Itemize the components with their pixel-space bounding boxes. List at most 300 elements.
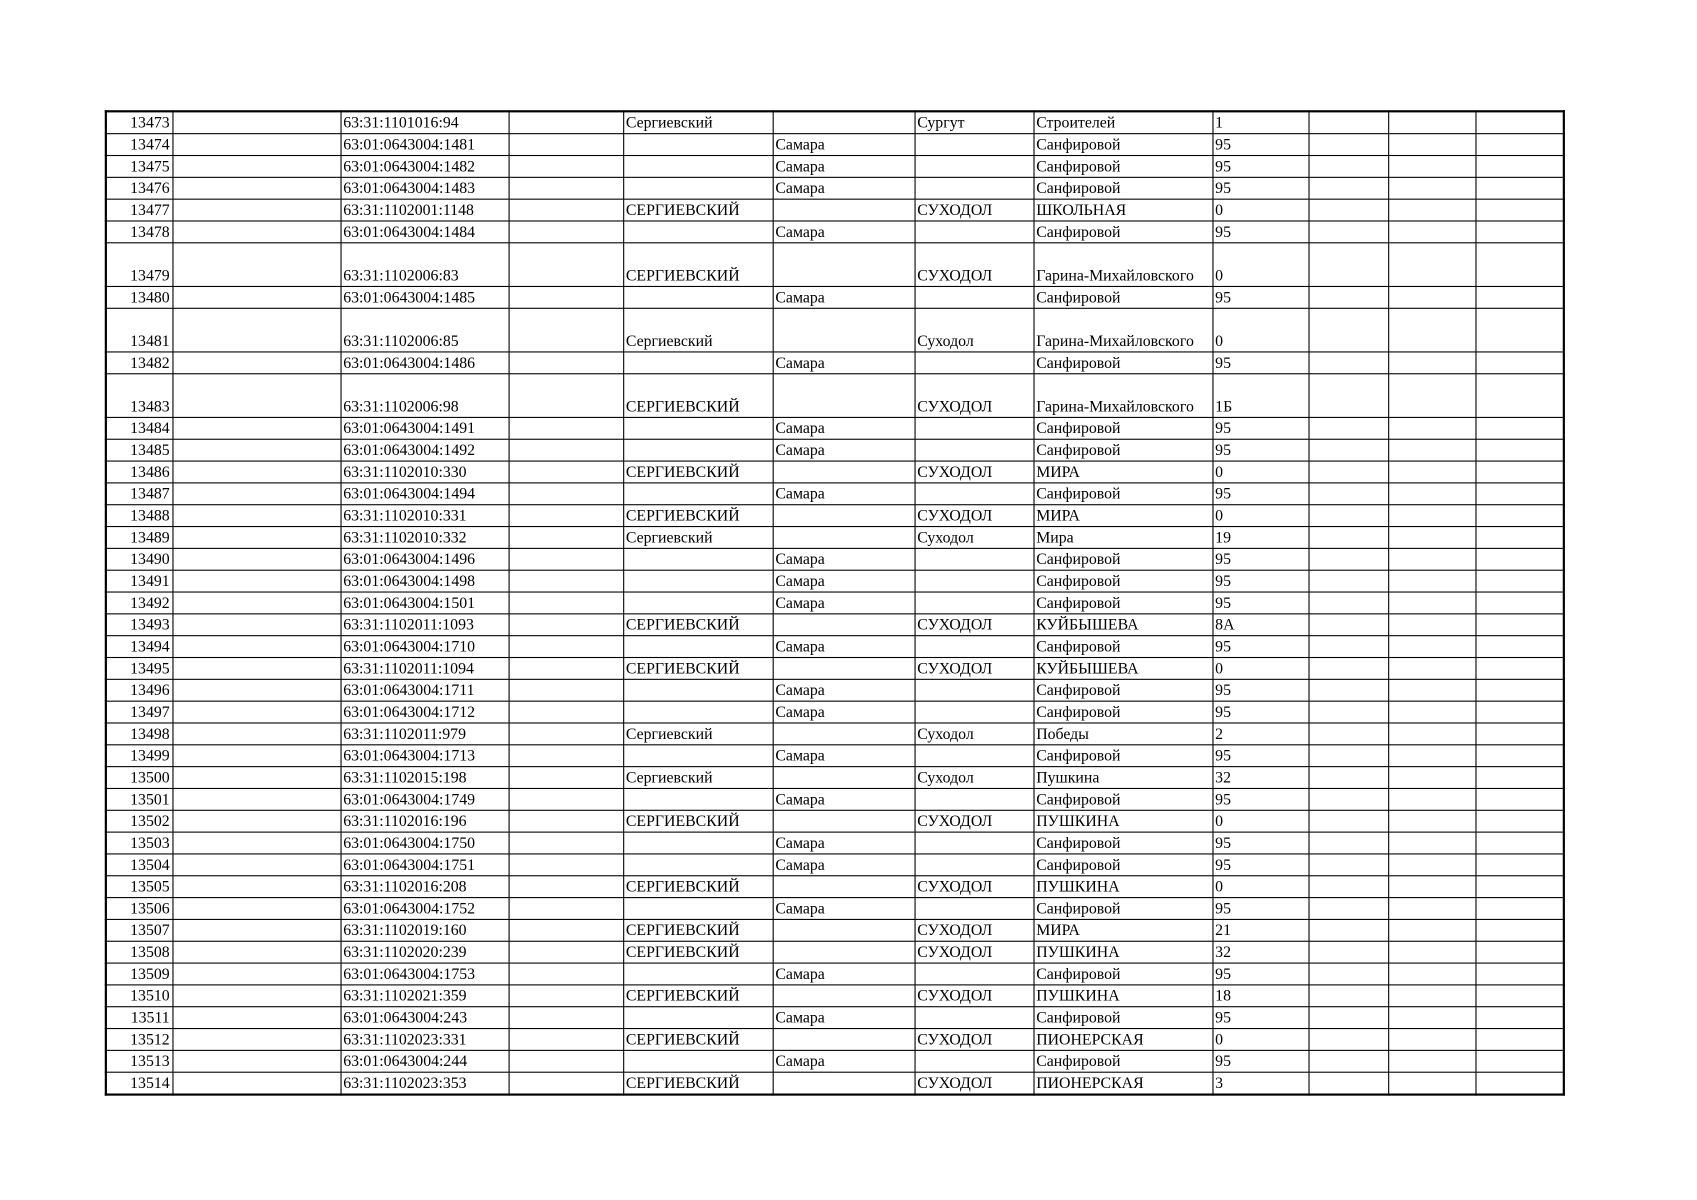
street-cell: Санфировой [1033, 832, 1212, 854]
empty-cell [1388, 134, 1475, 156]
house-number-cell: 0 [1212, 876, 1308, 898]
district-cell: СЕРГИЕВСКИЙ [623, 505, 773, 527]
empty-cell [509, 636, 624, 658]
table-row [106, 876, 1564, 898]
empty-cell [1475, 614, 1563, 636]
cadastral-number-cell: 63:01:0643004:1496 [340, 548, 508, 570]
empty-cell [1388, 788, 1475, 810]
empty-cell [1388, 745, 1475, 767]
district-cell [623, 679, 773, 701]
house-number-cell: 95 [1212, 156, 1308, 178]
cadastral-number-cell: 63:01:0643004:1484 [340, 221, 508, 243]
empty-cell [172, 658, 340, 680]
empty-cell [1388, 723, 1475, 745]
cadastral-number-cell: 63:31:1102006:83 [340, 243, 508, 287]
empty-cell [1308, 832, 1388, 854]
table-row [106, 417, 1564, 439]
empty-cell [172, 963, 340, 985]
district-cell: СЕРГИЕВСКИЙ [623, 461, 773, 483]
empty-cell [1475, 221, 1563, 243]
city-cell [773, 308, 915, 352]
row-number-cell: 13502 [106, 810, 173, 832]
empty-cell [1308, 919, 1388, 941]
empty-cell [1388, 439, 1475, 461]
district-cell [623, 570, 773, 592]
house-number-cell: 0 [1212, 658, 1308, 680]
empty-cell [172, 745, 340, 767]
empty-cell [1388, 221, 1475, 243]
settlement-cell [915, 788, 1034, 810]
empty-cell [1388, 243, 1475, 287]
empty-cell [1388, 614, 1475, 636]
empty-cell [509, 286, 624, 308]
district-cell: Сергиевский [623, 111, 773, 133]
empty-cell [1308, 156, 1388, 178]
table-row [106, 352, 1564, 374]
house-number-cell: 95 [1212, 679, 1308, 701]
city-cell: Самара [773, 745, 915, 767]
empty-cell [172, 614, 340, 636]
empty-cell [509, 308, 624, 352]
table-row [106, 548, 1564, 570]
street-cell: Санфировой [1033, 963, 1212, 985]
house-number-cell: 95 [1212, 417, 1308, 439]
district-cell [623, 1007, 773, 1029]
settlement-cell: Суходол [915, 723, 1034, 745]
empty-cell [1388, 876, 1475, 898]
city-cell: Самара [773, 679, 915, 701]
empty-cell [1308, 1029, 1388, 1051]
empty-cell [509, 898, 624, 920]
cadastral-number-cell: 63:01:0643004:1491 [340, 417, 508, 439]
row-number-cell: 13487 [106, 483, 173, 505]
settlement-cell [915, 352, 1034, 374]
empty-cell [1475, 679, 1563, 701]
district-cell [623, 745, 773, 767]
empty-cell [1308, 1050, 1388, 1072]
table-row [106, 1050, 1564, 1072]
empty-cell [1475, 701, 1563, 723]
row-number-cell: 13490 [106, 548, 173, 570]
empty-cell [1388, 919, 1475, 941]
settlement-cell: СУХОДОЛ [915, 941, 1034, 963]
city-cell: Самара [773, 352, 915, 374]
cadastral-number-cell: 63:31:1102023:353 [340, 1072, 508, 1094]
house-number-cell: 95 [1212, 286, 1308, 308]
district-cell: СЕРГИЕВСКИЙ [623, 919, 773, 941]
empty-cell [509, 439, 624, 461]
street-cell: Санфировой [1033, 1007, 1212, 1029]
city-cell: Самара [773, 134, 915, 156]
settlement-cell [915, 417, 1034, 439]
street-cell: ШКОЛЬНАЯ [1033, 199, 1212, 221]
street-cell: ПИОНЕРСКАЯ [1033, 1072, 1212, 1094]
city-cell [773, 614, 915, 636]
empty-cell [172, 243, 340, 287]
settlement-cell: Суходол [915, 527, 1034, 549]
empty-cell [172, 941, 340, 963]
row-number-cell: 13485 [106, 439, 173, 461]
settlement-cell [915, 679, 1034, 701]
empty-cell [1388, 898, 1475, 920]
table-row [106, 308, 1564, 352]
table-row [106, 527, 1564, 549]
empty-cell [1308, 221, 1388, 243]
street-cell: Санфировой [1033, 439, 1212, 461]
empty-cell [1475, 286, 1563, 308]
settlement-cell: СУХОДОЛ [915, 876, 1034, 898]
settlement-cell [915, 286, 1034, 308]
cadastral-number-cell: 63:31:1102015:198 [340, 767, 508, 789]
empty-cell [1308, 243, 1388, 287]
house-number-cell: 21 [1212, 919, 1308, 941]
empty-cell [1475, 723, 1563, 745]
empty-cell [1475, 832, 1563, 854]
district-cell [623, 898, 773, 920]
district-cell [623, 417, 773, 439]
empty-cell [509, 134, 624, 156]
table-row [106, 963, 1564, 985]
district-cell [623, 548, 773, 570]
empty-cell [1308, 548, 1388, 570]
empty-cell [1308, 963, 1388, 985]
house-number-cell: 95 [1212, 221, 1308, 243]
empty-cell [509, 374, 624, 418]
cadastral-number-cell: 63:01:0643004:1750 [340, 832, 508, 854]
street-cell: Санфировой [1033, 898, 1212, 920]
empty-cell [1388, 1007, 1475, 1029]
table-row [106, 854, 1564, 876]
house-number-cell: 95 [1212, 1050, 1308, 1072]
row-number-cell: 13500 [106, 767, 173, 789]
row-number-cell: 13491 [106, 570, 173, 592]
cadastral-number-cell: 63:01:0643004:1753 [340, 963, 508, 985]
table-row [106, 199, 1564, 221]
district-cell: СЕРГИЕВСКИЙ [623, 199, 773, 221]
settlement-cell: СУХОДОЛ [915, 919, 1034, 941]
cadastral-number-cell: 63:31:1102019:160 [340, 919, 508, 941]
empty-cell [172, 374, 340, 418]
street-cell: ПУШКИНА [1033, 810, 1212, 832]
empty-cell [509, 1072, 624, 1094]
street-cell: Санфировой [1033, 570, 1212, 592]
empty-cell [172, 919, 340, 941]
row-number-cell: 13488 [106, 505, 173, 527]
empty-cell [172, 701, 340, 723]
city-cell: Самара [773, 832, 915, 854]
row-number-cell: 13478 [106, 221, 173, 243]
cadastral-number-cell: 63:31:1102016:208 [340, 876, 508, 898]
table-row [106, 767, 1564, 789]
city-cell [773, 723, 915, 745]
house-number-cell: 19 [1212, 527, 1308, 549]
district-cell [623, 221, 773, 243]
street-cell: МИРА [1033, 505, 1212, 527]
empty-cell [172, 679, 340, 701]
city-cell: Самара [773, 854, 915, 876]
street-cell: Гарина-Михайловского [1033, 374, 1212, 418]
settlement-cell: СУХОДОЛ [915, 1072, 1034, 1094]
city-cell: Самара [773, 417, 915, 439]
empty-cell [1388, 548, 1475, 570]
cadastral-number-cell: 63:01:0643004:1713 [340, 745, 508, 767]
table-row [106, 483, 1564, 505]
house-number-cell: 1Б [1212, 374, 1308, 418]
empty-cell [1388, 767, 1475, 789]
table-row [106, 374, 1564, 418]
empty-cell [509, 658, 624, 680]
settlement-cell [915, 439, 1034, 461]
empty-cell [1308, 352, 1388, 374]
empty-cell [172, 854, 340, 876]
street-cell: Гарина-Михайловского [1033, 308, 1212, 352]
empty-cell [1475, 243, 1563, 287]
row-number-cell: 13492 [106, 592, 173, 614]
table-row [106, 570, 1564, 592]
settlement-cell: СУХОДОЛ [915, 1029, 1034, 1051]
empty-cell [1308, 658, 1388, 680]
empty-cell [172, 985, 340, 1007]
street-cell: Победы [1033, 723, 1212, 745]
city-cell: Самара [773, 592, 915, 614]
house-number-cell: 32 [1212, 767, 1308, 789]
empty-cell [1475, 985, 1563, 1007]
empty-cell [1388, 199, 1475, 221]
street-cell: Санфировой [1033, 221, 1212, 243]
cadastral-number-cell: 63:31:1102023:331 [340, 1029, 508, 1051]
settlement-cell [915, 745, 1034, 767]
street-cell: КУЙБЫШЕВА [1033, 658, 1212, 680]
table-row [106, 701, 1564, 723]
cadastral-number-cell: 63:01:0643004:1492 [340, 439, 508, 461]
empty-cell [1308, 417, 1388, 439]
empty-cell [509, 745, 624, 767]
empty-cell [1308, 592, 1388, 614]
city-cell [773, 111, 915, 133]
empty-cell [172, 177, 340, 199]
street-cell: Санфировой [1033, 548, 1212, 570]
empty-cell [1388, 810, 1475, 832]
empty-cell [172, 1029, 340, 1051]
street-cell: ПУШКИНА [1033, 985, 1212, 1007]
row-number-cell: 13473 [106, 111, 173, 133]
empty-cell [1308, 723, 1388, 745]
row-number-cell: 13480 [106, 286, 173, 308]
empty-cell [1308, 308, 1388, 352]
cadastral-number-cell: 63:01:0643004:1712 [340, 701, 508, 723]
district-cell: Сергиевский [623, 723, 773, 745]
empty-cell [1308, 876, 1388, 898]
empty-cell [1388, 286, 1475, 308]
empty-cell [172, 548, 340, 570]
empty-cell [1475, 527, 1563, 549]
empty-cell [509, 963, 624, 985]
empty-cell [1308, 505, 1388, 527]
street-cell: Санфировой [1033, 286, 1212, 308]
house-number-cell: 0 [1212, 199, 1308, 221]
row-number-cell: 13476 [106, 177, 173, 199]
table-row [106, 919, 1564, 941]
cadastral-number-cell: 63:31:1102006:98 [340, 374, 508, 418]
empty-cell [1475, 941, 1563, 963]
district-cell: Сергиевский [623, 527, 773, 549]
house-number-cell: 95 [1212, 483, 1308, 505]
city-cell: Самара [773, 636, 915, 658]
city-cell [773, 876, 915, 898]
empty-cell [1388, 352, 1475, 374]
table-row [106, 1072, 1564, 1094]
empty-cell [1308, 374, 1388, 418]
empty-cell [1388, 1029, 1475, 1051]
empty-cell [172, 439, 340, 461]
row-number-cell: 13513 [106, 1050, 173, 1072]
house-number-cell: 95 [1212, 1007, 1308, 1029]
settlement-cell: СУХОДОЛ [915, 658, 1034, 680]
empty-cell [1475, 374, 1563, 418]
cadastral-number-cell: 63:31:1102001:1148 [340, 199, 508, 221]
empty-cell [1475, 963, 1563, 985]
district-cell [623, 177, 773, 199]
cadastral-number-cell: 63:01:0643004:1483 [340, 177, 508, 199]
empty-cell [172, 352, 340, 374]
empty-cell [172, 483, 340, 505]
district-cell: СЕРГИЕВСКИЙ [623, 1072, 773, 1094]
empty-cell [1308, 810, 1388, 832]
house-number-cell: 95 [1212, 963, 1308, 985]
empty-cell [1388, 854, 1475, 876]
row-number-cell: 13474 [106, 134, 173, 156]
street-cell: МИРА [1033, 461, 1212, 483]
empty-cell [1475, 439, 1563, 461]
table-row [106, 941, 1564, 963]
empty-cell [1388, 527, 1475, 549]
cadastral-number-cell: 63:01:0643004:1710 [340, 636, 508, 658]
empty-cell [1475, 177, 1563, 199]
table-row [106, 723, 1564, 745]
street-cell: Санфировой [1033, 679, 1212, 701]
row-number-cell: 13501 [106, 788, 173, 810]
empty-cell [1475, 919, 1563, 941]
row-number-cell: 13497 [106, 701, 173, 723]
city-cell [773, 1029, 915, 1051]
street-cell: ПИОНЕРСКАЯ [1033, 1029, 1212, 1051]
empty-cell [509, 614, 624, 636]
street-cell: КУЙБЫШЕВА [1033, 614, 1212, 636]
table-row [106, 1007, 1564, 1029]
city-cell: Самара [773, 1007, 915, 1029]
settlement-cell [915, 177, 1034, 199]
table-row [106, 439, 1564, 461]
cadastral-number-cell: 63:31:1102010:332 [340, 527, 508, 549]
cadastral-number-cell: 63:31:1102011:1093 [340, 614, 508, 636]
settlement-cell: СУХОДОЛ [915, 243, 1034, 287]
cadastral-number-cell: 63:01:0643004:1752 [340, 898, 508, 920]
empty-cell [1308, 1072, 1388, 1094]
row-number-cell: 13507 [106, 919, 173, 941]
street-cell: Санфировой [1033, 592, 1212, 614]
row-number-cell: 13495 [106, 658, 173, 680]
street-cell: Санфировой [1033, 636, 1212, 658]
empty-cell [172, 111, 340, 133]
district-cell: Сергиевский [623, 767, 773, 789]
house-number-cell: 0 [1212, 243, 1308, 287]
district-cell [623, 439, 773, 461]
empty-cell [1475, 636, 1563, 658]
house-number-cell: 0 [1212, 810, 1308, 832]
house-number-cell: 95 [1212, 898, 1308, 920]
empty-cell [172, 636, 340, 658]
city-cell: Самара [773, 1050, 915, 1072]
city-cell: Самара [773, 439, 915, 461]
empty-cell [1388, 963, 1475, 985]
empty-cell [1475, 658, 1563, 680]
empty-cell [1388, 1072, 1475, 1094]
empty-cell [172, 876, 340, 898]
table-row [106, 636, 1564, 658]
empty-cell [1388, 156, 1475, 178]
city-cell: Самара [773, 898, 915, 920]
empty-cell [509, 527, 624, 549]
settlement-cell [915, 1050, 1034, 1072]
house-number-cell: 2 [1212, 723, 1308, 745]
street-cell: Санфировой [1033, 352, 1212, 374]
empty-cell [1475, 156, 1563, 178]
table-row [106, 111, 1564, 133]
empty-cell [509, 548, 624, 570]
empty-cell [509, 767, 624, 789]
city-cell [773, 461, 915, 483]
table-body [106, 111, 1564, 1094]
empty-cell [509, 679, 624, 701]
cadastral-number-cell: 63:31:1102021:359 [340, 985, 508, 1007]
house-number-cell: 95 [1212, 701, 1308, 723]
district-cell [623, 352, 773, 374]
empty-cell [1388, 111, 1475, 133]
row-number-cell: 13489 [106, 527, 173, 549]
empty-cell [1308, 788, 1388, 810]
cadastral-number-cell: 63:01:0643004:1486 [340, 352, 508, 374]
empty-cell [1308, 701, 1388, 723]
empty-cell [172, 417, 340, 439]
row-number-cell: 13509 [106, 963, 173, 985]
empty-cell [1388, 985, 1475, 1007]
empty-cell [1475, 898, 1563, 920]
empty-cell [172, 308, 340, 352]
empty-cell [509, 352, 624, 374]
empty-cell [172, 286, 340, 308]
table-row [106, 592, 1564, 614]
street-cell: МИРА [1033, 919, 1212, 941]
table-row [106, 614, 1564, 636]
empty-cell [1388, 636, 1475, 658]
district-cell: СЕРГИЕВСКИЙ [623, 876, 773, 898]
empty-cell [172, 221, 340, 243]
settlement-cell [915, 570, 1034, 592]
house-number-cell: 0 [1212, 1029, 1308, 1051]
registry-table [105, 110, 1565, 1095]
empty-cell [509, 1050, 624, 1072]
empty-cell [1475, 876, 1563, 898]
city-cell: Самара [773, 286, 915, 308]
city-cell: Самара [773, 548, 915, 570]
empty-cell [1475, 1072, 1563, 1094]
empty-cell [1388, 417, 1475, 439]
empty-cell [1388, 592, 1475, 614]
row-number-cell: 13504 [106, 854, 173, 876]
empty-cell [1475, 788, 1563, 810]
city-cell [773, 810, 915, 832]
empty-cell [1308, 636, 1388, 658]
